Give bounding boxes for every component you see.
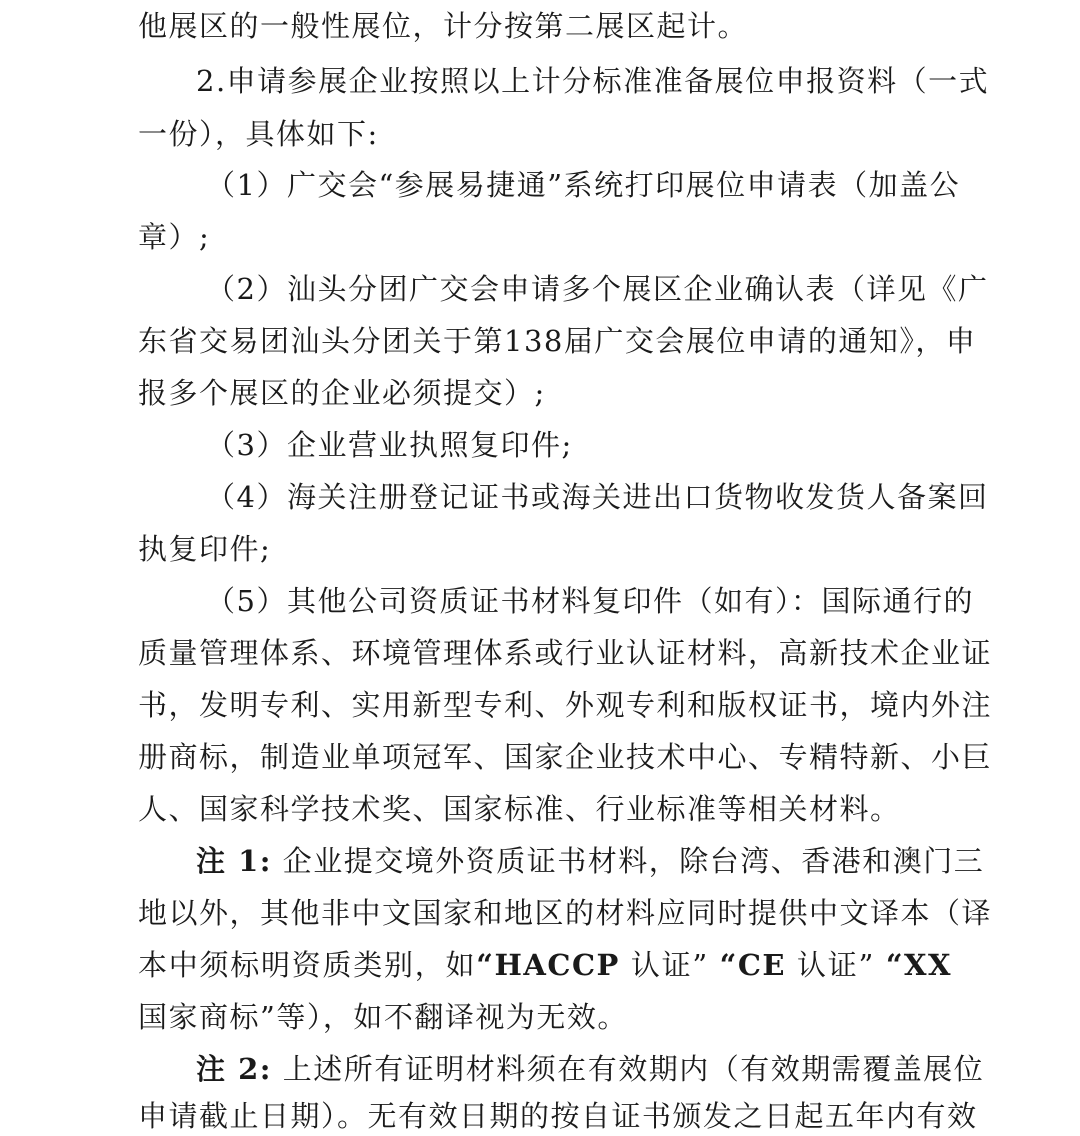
list-item-4 [206,477,989,517]
text-line [138,1096,978,1136]
line-text: 报多个展区的企业必须提交）; [138,376,546,410]
text-line [138,685,993,725]
line-text: 质量管理体系、环境管理体系或行业认证材料，高新技术企业证 [138,636,993,670]
note-2 [196,1049,985,1089]
list-item-3 [206,425,952,465]
line-text: 书，发明专利、实用新型专利、外观专利和版权证书，境内外注 [138,688,993,722]
note-label: 注 2: [196,1052,272,1086]
text-line [138,997,952,1037]
text-line [196,61,990,101]
line-text: 企业提交境外资质证书材料，除台湾、香港和澳门三 [271,844,985,878]
text-line [138,945,952,985]
note-label: 注 1: [196,844,272,878]
line-text: 一份），具体如下: [138,117,379,151]
line-text: （3）企业营业执照复印件; [206,428,573,462]
term-haccp: “HACCP [476,948,620,982]
line-text: 东省交易团汕头分团关于第138届广交会展位申请的通知》，申 [138,324,977,358]
text-line [138,321,977,361]
line-text: 申请截止日期）。无有效日期的按自证书颁发之日起五年内有效 [138,1099,978,1133]
line-text: 执复印件; [138,532,272,566]
line-text: 2.申请参展企业按照以上计分标准准备展位申报资料（一式 [196,64,990,98]
text-line [138,114,952,154]
line-text: 章）; [138,220,211,254]
text-line [138,737,993,777]
list-item-1 [206,165,961,205]
text-line [138,6,952,46]
text-line [138,529,952,569]
list-item-5 [206,581,974,621]
term-ce: “CE [719,948,787,982]
note-1 [196,841,985,881]
text-line [138,373,952,413]
line-text: 册商标，制造业单项冠军、国家企业技术中心、专精特新、小巨 [138,740,993,774]
line-text: 人、国家科学技术奖、国家标准、行业标准等相关材料。 [138,792,901,826]
text-line [138,789,952,829]
list-item-2 [206,269,989,309]
line-text: 认证” [786,948,875,982]
text-line [138,893,993,933]
line-text: 国家商标”等），如不翻译视为无效。 [138,1000,628,1034]
line-text: 上述所有证明材料须在有效期内（有效期需覆盖展位 [271,1052,985,1086]
line-text: （2）汕头分团广交会申请多个展区企业确认表（详见《广 [206,272,989,306]
line-text: 本中须标明资质类别，如 [138,948,477,982]
term-xx: “XX [885,948,953,982]
text-line [138,633,993,673]
line-text: （1）广交会“参展易捷通”系统打印展位申请表（加盖公 [206,168,961,202]
line-text: （5）其他公司资质证书材料复印件（如有）：国际通行的 [206,584,974,618]
line-text: 认证” [619,948,709,982]
line-text: 他展区的一般性展位，计分按第二展区起计。 [138,9,749,43]
line-text: （4）海关注册登记证书或海关进出口货物收发货人备案回 [206,480,989,514]
text-line [138,217,952,257]
line-text: 地以外，其他非中文国家和地区的材料应同时提供中文译本（译 [138,896,993,930]
